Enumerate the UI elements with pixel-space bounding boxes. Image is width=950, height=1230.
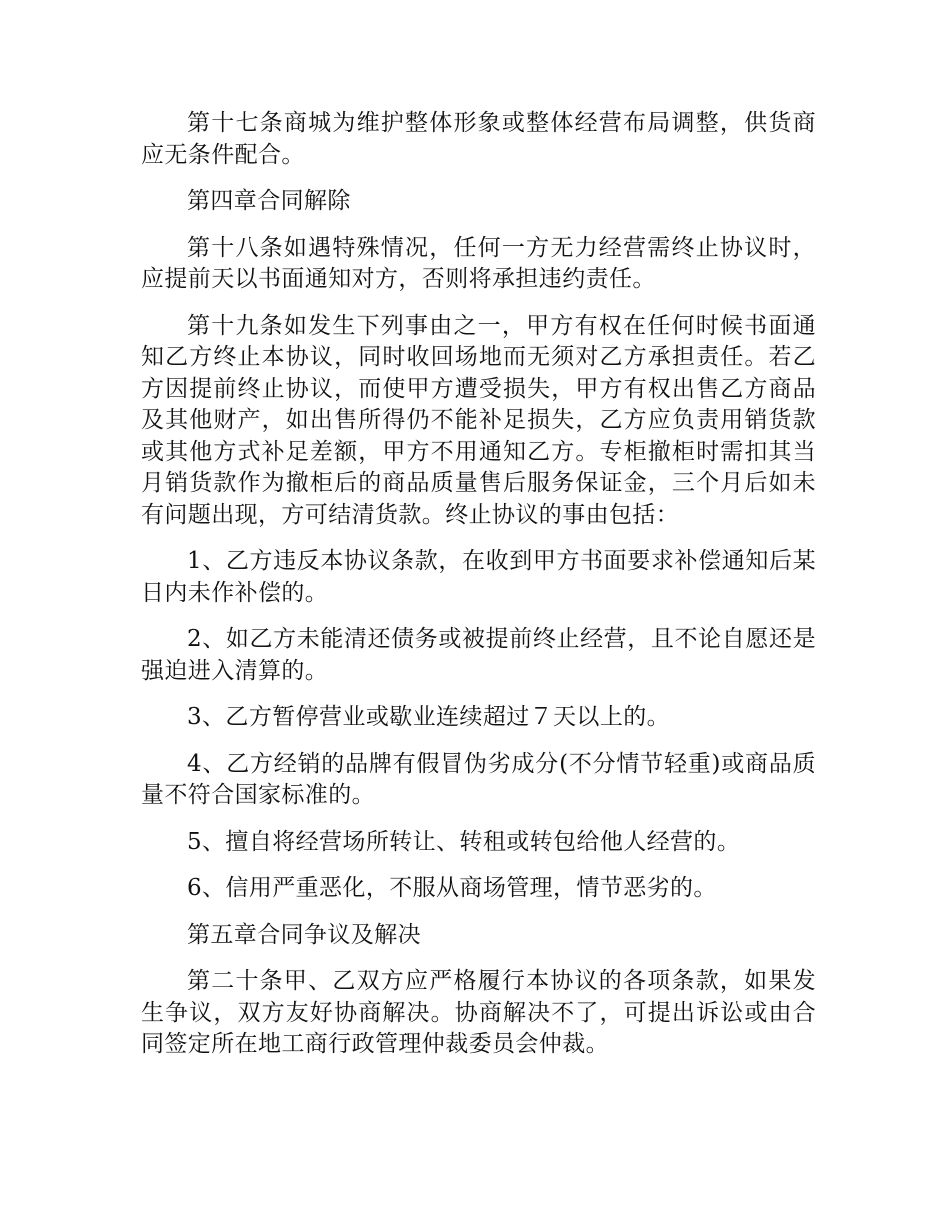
chapter-4-heading: 第四章合同解除 <box>187 188 351 214</box>
chapter-5-heading: 第五章合同争议及解决 <box>187 921 421 948</box>
article-18-paragraph: 第十八条如遇特殊情况，任何一方无力经营需终止协议时，应提前天以书面通知对方，否则将承担违约责任。 <box>141 234 816 292</box>
article-19-paragraph: 第十九条如发生下列事由之一，甲方有权在任何时候书面通知乙方终止本协议，同时收回场地而无须对乙方承担责任。若乙方因提前终止协议，而使甲方遭受损失，甲方有权出售乙方商品及其他财产，如出售所得仍不能补足损失，乙方应负责用销货款或其他方式补足差额，甲方不用通知乙方。专柜撤柜时需扣其当月销货款作为撤柜后的商品质量售后服务保证金，三个月后如未有问题出现，方可结清货款。终止协议的事由包括： <box>141 312 816 528</box>
clause-4-paragraph: 4、乙方经销的品牌有假冒伪劣成分(不分情节轻重)或商品质量不符合国家标准的。 <box>141 750 816 808</box>
document-page <box>141 108 816 1076</box>
clause-3-paragraph: 3、乙方暂停营业或歇业连续超过７天以上的。 <box>187 704 671 730</box>
article-20-paragraph: 第二十条甲、乙双方应严格履行本协议的各项条款，如果发生争议，双方友好协商解决。协商解决不了，可提出诉讼或由合同签定所在地工商行政管理仲裁委员会仲裁。 <box>141 968 816 1057</box>
article-17-paragraph: 第十七条商城为维护整体形象或整体经营布局调整，供货商应无条件配合。 <box>141 110 816 168</box>
clause-1-paragraph: 1、乙方违反本协议条款，在收到甲方书面要求补偿通知后某日内未作补偿的。 <box>141 548 816 606</box>
clause-2-paragraph: 2、如乙方未能清还债务或被提前终止经营，且不论自愿还是强迫进入清算的。 <box>141 626 816 684</box>
clause-6-paragraph: 6、信用严重恶化，不服从商场管理，情节恶劣的。 <box>187 875 717 901</box>
clause-5-paragraph: 5、擅自将经营场所转让、转租或转包给他人经营的。 <box>187 828 741 855</box>
